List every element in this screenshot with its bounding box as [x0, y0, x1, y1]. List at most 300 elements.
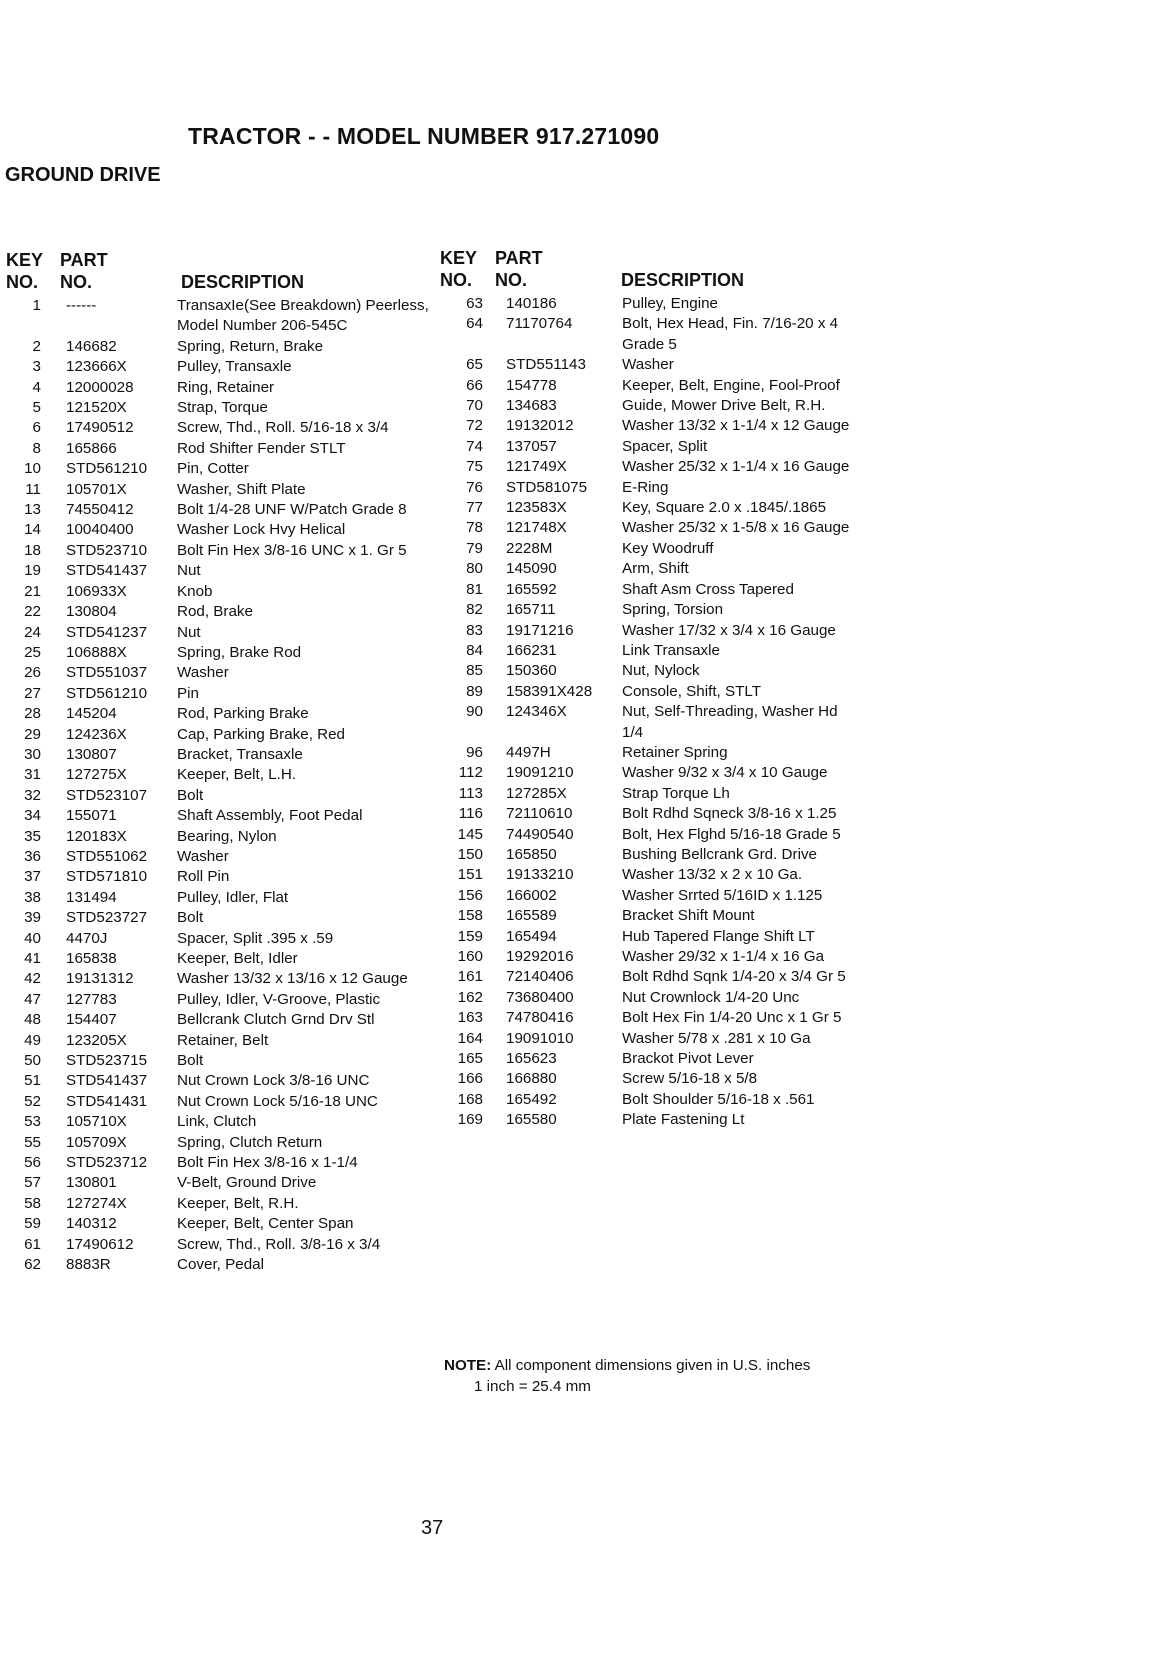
table-row [0, 296, 430, 337]
table-row [0, 765, 430, 785]
key-number: 80 [466, 560, 483, 578]
part-number: 121748X [506, 519, 567, 537]
table-row [0, 1194, 430, 1214]
key-number: 56 [24, 1154, 41, 1172]
table-row [440, 927, 860, 947]
table-row [440, 804, 860, 824]
table-row [0, 908, 430, 928]
key-number: 145 [457, 825, 483, 843]
key-number: 30 [24, 745, 41, 763]
part-number: 131494 [66, 888, 117, 906]
key-number: 37 [24, 868, 41, 886]
part-number: 19292016 [506, 948, 574, 965]
part-description: Spacer, Split .395 x .59 [177, 929, 334, 947]
table-row [440, 825, 860, 845]
key-number: 28 [24, 705, 41, 723]
key-number: 48 [24, 1011, 41, 1029]
key-number: 116 [458, 805, 483, 823]
part-description: Bushing Bellcrank Grd. Drive [622, 845, 817, 863]
part-description: Bellcrank Clutch Grnd Drv Stl [177, 1011, 375, 1029]
header-part: PART [60, 250, 108, 270]
part-description: Keeper, Belt, Engine, Fool-Proof [622, 376, 840, 394]
part-number: 123583X [506, 499, 567, 517]
key-number: 29 [24, 725, 41, 743]
part-number: 105701X [66, 480, 127, 498]
key-number: 42 [24, 970, 41, 988]
part-description: E-Ring [622, 478, 669, 496]
part-description: Plate Fastening Lt [622, 1111, 745, 1129]
part-number: 146682 [66, 337, 117, 355]
part-number: STD523715 [66, 1052, 148, 1070]
table-row [440, 1069, 860, 1089]
part-number: 72110610 [506, 805, 573, 823]
part-description: Bolt Rdhd Sqnk 1/4-20 x 3/4 Gr 5 [622, 968, 846, 986]
table-row [0, 459, 430, 479]
table-row [440, 457, 860, 477]
part-description: Pulley, Idler, Flat [177, 888, 289, 906]
table-row [0, 520, 430, 540]
part-number: 166880 [506, 1070, 557, 1088]
key-number: 49 [24, 1031, 41, 1049]
part-number: 120183X [66, 827, 127, 845]
part-description: Hub Tapered Flange Shift LT [622, 927, 815, 945]
key-number: 18 [24, 541, 41, 559]
table-row [440, 906, 860, 926]
part-number: 130801 [66, 1174, 117, 1192]
table-row [440, 702, 860, 743]
header-key: KEY [440, 248, 478, 268]
table-row [440, 1110, 860, 1130]
key-number: 83 [466, 621, 483, 639]
part-number: 72140406 [506, 968, 574, 986]
part-description: Pin [177, 684, 199, 702]
header-part-no: NO. [60, 272, 93, 292]
key-number: 161 [457, 968, 483, 986]
key-number: 52 [24, 1092, 41, 1110]
key-number: 58 [24, 1194, 41, 1212]
table-row [440, 621, 860, 641]
key-number: 21 [24, 582, 41, 600]
part-number: STD541431 [66, 1092, 148, 1110]
part-number: STD523727 [66, 909, 148, 927]
part-number: 124236X [66, 725, 127, 743]
parts-table-left [0, 250, 430, 1276]
part-description: Spring, Return, Brake [177, 337, 324, 355]
key-number: 38 [24, 888, 41, 906]
part-description: Bearing, Nylon [177, 827, 277, 845]
part-description: Ring, Retainer [177, 378, 275, 396]
part-number: 145090 [506, 560, 557, 578]
table-row [0, 398, 430, 418]
part-description: Retainer, Belt [177, 1031, 269, 1049]
part-number: 127783 [66, 990, 117, 1008]
key-number: 32 [24, 786, 41, 804]
key-number: 96 [466, 743, 483, 761]
table-row [440, 1029, 860, 1049]
key-number: 159 [457, 927, 483, 945]
key-number: 77 [466, 499, 483, 517]
table-row [440, 661, 860, 681]
key-number: 36 [24, 847, 41, 865]
part-number: 19171216 [506, 621, 574, 639]
table-row [0, 337, 430, 357]
table-row [0, 847, 430, 867]
part-description: Washer 9/32 x 3/4 x 10 Gauge [622, 764, 828, 782]
table-row [440, 498, 860, 518]
part-description: Rod, Parking Brake [177, 705, 309, 723]
part-number: 106888X [66, 643, 127, 661]
part-number: 73680400 [506, 988, 574, 1006]
table-row [440, 886, 860, 906]
part-description: Screw 5/16-18 x 5/8 [622, 1070, 758, 1088]
page-number: 37 [421, 1517, 444, 1539]
table-row [0, 418, 430, 438]
part-description: Bolt, Hex Head, Fin. 7/16-20 x 4 Grade 5 [622, 315, 839, 353]
key-number: 40 [24, 929, 41, 947]
part-description: Bracket Shift Mount [622, 907, 755, 925]
table-header-right [440, 248, 860, 294]
part-number: STD523107 [66, 786, 148, 804]
part-number: 140186 [506, 295, 557, 312]
table-row [440, 682, 860, 702]
table-row [0, 643, 430, 663]
header-key: KEY [6, 250, 44, 270]
key-number: 57 [24, 1174, 41, 1192]
table-row [440, 784, 860, 804]
table-row [440, 518, 860, 538]
key-number: 2 [32, 337, 41, 355]
table-row [0, 1071, 430, 1091]
key-number: 72 [466, 417, 483, 435]
table-row [0, 439, 430, 459]
part-description: Pin, Cotter [177, 460, 249, 478]
note [444, 1355, 810, 1376]
header-description: DESCRIPTION [621, 270, 745, 290]
key-number: 65 [466, 356, 483, 374]
part-description: Keeper, Belt, R.H. [177, 1194, 299, 1212]
table-row [440, 314, 860, 355]
table-row [440, 1090, 860, 1110]
part-description: Bolt Fin Hex 3/8-16 x 1-1/4 [177, 1154, 358, 1172]
key-number: 150 [457, 845, 483, 863]
table-row [440, 763, 860, 783]
table-row [0, 1214, 430, 1234]
note-conversion: 1 inch = 25.4 mm [474, 1378, 591, 1395]
part-description: Washer 13/32 x 2 x 10 Ga. [622, 866, 803, 884]
part-description: Nut Crown Lock 5/16-18 UNC [177, 1092, 378, 1110]
part-description: Keeper, Belt, Idler [177, 950, 298, 967]
table-row [0, 704, 430, 724]
part-description: Washer 13/32 x 1-1/4 x 12 Gauge [622, 417, 850, 435]
part-number: 121749X [506, 458, 567, 476]
part-number: STD561210 [66, 684, 148, 702]
part-number: 154407 [66, 1011, 117, 1029]
key-number: 78 [466, 519, 483, 537]
key-number: 62 [24, 1256, 41, 1274]
key-number: 66 [466, 376, 483, 394]
part-description: Spacer, Split [622, 437, 708, 455]
part-number: 130804 [66, 603, 117, 621]
part-description: Bolt Rdhd Sqneck 3/8-16 x 1.25 [622, 805, 837, 823]
part-number: 74490540 [506, 825, 574, 843]
key-number: 50 [24, 1052, 41, 1070]
table-row [0, 623, 430, 643]
key-number: 13 [24, 501, 41, 519]
table-row [0, 827, 430, 847]
key-number: 14 [24, 521, 41, 539]
table-row [0, 1153, 430, 1173]
key-number: 53 [24, 1113, 41, 1131]
table-row [440, 396, 860, 416]
header-key-no: NO. [6, 272, 39, 292]
part-description: Guide, Mower Drive Belt, R.H. [622, 397, 826, 415]
table-row [0, 929, 430, 949]
part-description: Brackot Pivot Lever [622, 1050, 754, 1068]
part-number: 17490612 [66, 1235, 134, 1253]
part-number: 165711 [506, 601, 556, 619]
part-number: 145204 [66, 705, 117, 723]
part-number: 154778 [506, 376, 557, 394]
table-row [0, 1173, 430, 1193]
part-description: Washer Lock Hvy Helical [177, 521, 346, 539]
part-description: Pulley, Engine [622, 295, 718, 312]
part-description: Shaft Asm Cross Tapered [622, 580, 794, 598]
part-description: Rod Shifter Fender STLT [177, 439, 346, 457]
part-number: 165623 [506, 1050, 557, 1068]
table-row [0, 480, 430, 500]
key-number: 22 [24, 603, 41, 621]
part-number: 134683 [506, 397, 557, 415]
table-row [440, 845, 860, 865]
part-number: 4497H [506, 743, 551, 761]
key-number: 63 [466, 295, 483, 312]
part-number: STD523710 [66, 541, 148, 559]
part-number: 2228M [506, 539, 553, 557]
part-description: Washer [177, 664, 229, 682]
table-row [0, 1133, 430, 1153]
header-key-no: NO. [440, 270, 473, 290]
part-description: Retainer Spring [622, 743, 728, 761]
parts-table-right [440, 248, 860, 1131]
table-row [0, 1092, 430, 1112]
key-number: 39 [24, 909, 41, 927]
part-number: 74550412 [66, 501, 134, 519]
table-row [0, 663, 430, 683]
key-number: 55 [24, 1133, 41, 1151]
part-description: Nut, Self-Threading, Washer Hd 1/4 [622, 703, 838, 741]
part-number: 123205X [66, 1031, 127, 1049]
table-row [0, 500, 430, 520]
table-row [0, 1051, 430, 1071]
part-number: 74780416 [506, 1009, 574, 1027]
part-description: Bolt [177, 909, 204, 927]
key-number: 27 [24, 684, 41, 702]
part-number: STD541237 [66, 623, 148, 641]
part-number: 106933X [66, 582, 127, 600]
part-number: 127285X [506, 784, 567, 802]
part-number: 137057 [506, 437, 557, 455]
key-number: 165 [457, 1050, 483, 1068]
part-number: 12000028 [66, 378, 134, 396]
part-number: 166002 [506, 886, 557, 904]
key-number: 81 [466, 580, 483, 598]
key-number: 163 [457, 1009, 483, 1027]
part-description: Washer [177, 847, 229, 865]
table-row [440, 947, 860, 967]
key-number: 34 [24, 807, 41, 825]
key-number: 64 [466, 315, 483, 333]
parts-list-right [440, 294, 860, 1131]
part-description: Washer 25/32 x 1-5/8 x 16 Gauge [622, 519, 850, 537]
part-number: 155071 [66, 807, 117, 825]
page-title: TRACTOR - - MODEL NUMBER 917.271090 [188, 123, 660, 149]
part-number: 8883R [66, 1256, 111, 1274]
part-number: STD551143 [506, 356, 586, 374]
table-row [440, 376, 860, 396]
key-number: 19 [24, 562, 41, 580]
part-description: Bolt Fin Hex 3/8-16 UNC x 1. Gr 5 [177, 541, 407, 559]
part-description: Washer, Shift Plate [177, 480, 306, 498]
part-description: Washer Srrted 5/16ID x 1.125 [622, 886, 823, 904]
table-row [440, 865, 860, 885]
table-row [440, 988, 860, 1008]
key-number: 6 [32, 419, 41, 437]
table-row [440, 600, 860, 620]
part-number: 127274X [66, 1194, 127, 1212]
part-number: STD551062 [66, 847, 148, 865]
table-row [0, 725, 430, 745]
part-description: Bolt Hex Fin 1/4-20 Unc x 1 Gr 5 [622, 1009, 842, 1027]
table-row [0, 602, 430, 622]
part-description: V-Belt, Ground Drive [177, 1174, 317, 1192]
part-description: Key, Square 2.0 x .1845/.1865 [622, 499, 827, 517]
key-number: 89 [466, 682, 483, 700]
key-number: 26 [24, 664, 41, 682]
part-description: Bolt 1/4-28 UNF W/Patch Grade 8 [177, 501, 407, 519]
table-row [0, 1031, 430, 1051]
table-row [440, 559, 860, 579]
part-number: STD551037 [66, 664, 148, 682]
part-number: 140312 [66, 1215, 117, 1233]
part-description: Spring, Brake Rod [177, 643, 302, 661]
part-number: 124346X [506, 703, 567, 721]
key-number: 25 [24, 643, 41, 661]
key-number: 156 [457, 886, 483, 904]
part-number: 165850 [506, 845, 557, 863]
table-row [440, 478, 860, 498]
part-description: Nut [177, 623, 201, 641]
note-label: NOTE: [444, 1357, 492, 1374]
table-row [0, 745, 430, 765]
table-row [0, 867, 430, 887]
part-description: TransaxIe(See Breakdown) Peerless, Model Number 206-545C [177, 297, 429, 335]
part-number: 19132012 [506, 417, 574, 435]
part-number: 19133210 [506, 866, 574, 884]
part-number: 150360 [506, 662, 557, 680]
key-number: 113 [458, 784, 483, 802]
part-description: Arm, Shift [622, 560, 689, 578]
part-description: Link Transaxle [622, 641, 720, 659]
key-number: 35 [24, 827, 41, 845]
table-row [440, 743, 860, 763]
part-description: Spring, Clutch Return [177, 1133, 323, 1151]
table-row [0, 969, 430, 989]
note-text: All component dimensions given in U.S. inches [494, 1357, 811, 1374]
part-number: 165589 [506, 907, 557, 925]
part-description: Washer 25/32 x 1-1/4 x 16 Gauge [622, 458, 850, 476]
table-row [440, 580, 860, 600]
part-number: 166231 [506, 641, 557, 659]
part-description: Spring, Torsion [622, 601, 724, 619]
key-number: 160 [457, 948, 483, 965]
part-description: Pulley, Idler, V-Groove, Plastic [177, 990, 381, 1008]
part-number: STD581075 [506, 478, 588, 496]
part-number: STD571810 [66, 868, 148, 886]
part-description: Washer 17/32 x 3/4 x 16 Gauge [622, 621, 836, 639]
part-description: Bracket, Transaxle [177, 745, 303, 763]
table-row [0, 888, 430, 908]
part-description: Washer 5/78 x .281 x 10 Ga [622, 1029, 811, 1047]
part-description: Console, Shift, STLT [622, 682, 761, 700]
part-number: STD541437 [66, 1072, 148, 1090]
table-row [0, 561, 430, 581]
table-row [0, 949, 430, 969]
key-number: 158 [457, 907, 483, 925]
part-description: Keeper, Belt, Center Span [177, 1215, 354, 1233]
table-row [0, 378, 430, 398]
table-row [440, 416, 860, 436]
table-row [440, 641, 860, 661]
part-description: Bolt, Hex Flghd 5/16-18 Grade 5 [622, 825, 841, 843]
table-row [0, 1255, 430, 1275]
key-number: 169 [457, 1111, 483, 1129]
key-number: 85 [466, 662, 483, 680]
header-description: DESCRIPTION [181, 272, 305, 292]
part-description: Screw, Thd., Roll. 5/16-18 x 3/4 [177, 419, 389, 437]
key-number: 61 [24, 1235, 41, 1253]
part-description: Knob [177, 582, 213, 600]
part-description: Nut, Nylock [622, 662, 700, 680]
key-number: 11 [25, 480, 41, 498]
key-number: 151 [457, 866, 483, 884]
key-number: 4 [32, 378, 41, 396]
part-description: Bolt Shoulder 5/16-18 x .561 [622, 1090, 815, 1108]
part-number: 19131312 [66, 970, 134, 988]
table-row [0, 541, 430, 561]
table-header-left [0, 250, 430, 296]
part-description: Screw, Thd., Roll. 3/8-16 x 3/4 [177, 1235, 381, 1253]
table-row [440, 437, 860, 457]
table-row [0, 1235, 430, 1255]
part-description: Key Woodruff [622, 539, 714, 557]
parts-list-left [0, 296, 430, 1276]
part-number: 121520X [66, 399, 127, 417]
header-part-no: NO. [495, 270, 528, 290]
part-number: 4470J [66, 929, 108, 947]
part-number: 19091010 [506, 1029, 574, 1047]
part-number: 165866 [66, 439, 117, 457]
table-row [0, 990, 430, 1010]
part-number: 105710X [66, 1113, 127, 1131]
part-description: Rod, Brake [177, 603, 253, 621]
part-description: Washer [622, 356, 674, 374]
key-number: 70 [466, 397, 483, 415]
part-description: Bolt [177, 1052, 204, 1070]
part-description: Nut Crownlock 1/4-20 Unc [622, 988, 800, 1006]
table-row [0, 806, 430, 826]
part-number: 130807 [66, 745, 117, 763]
part-number: 71170764 [506, 315, 573, 333]
